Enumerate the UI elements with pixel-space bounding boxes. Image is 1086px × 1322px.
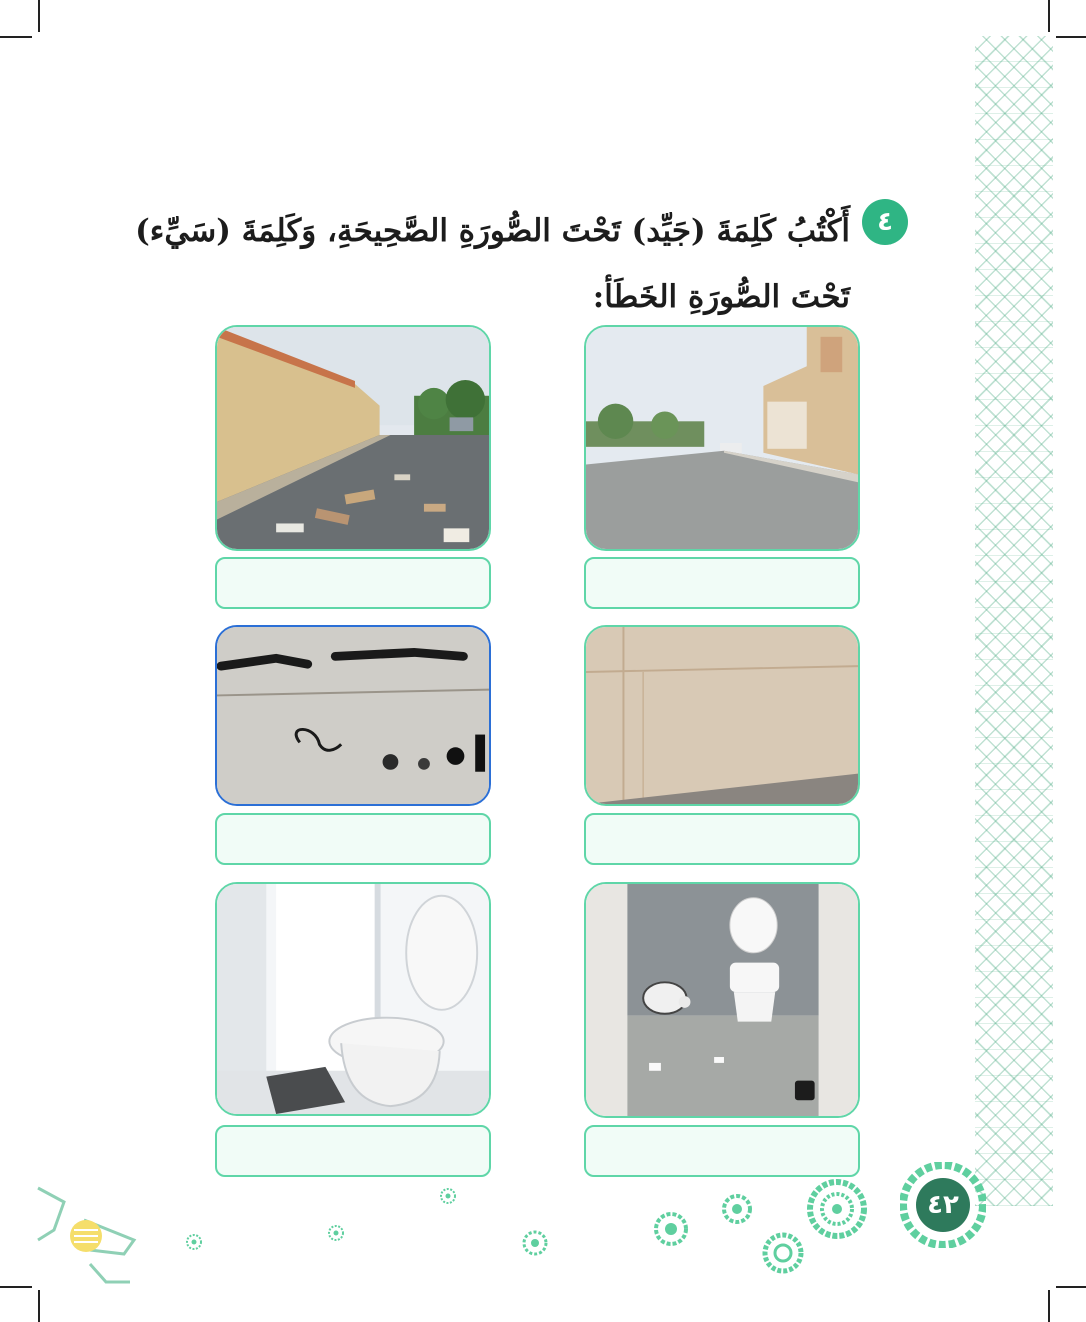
bottom-left-ornament-icon <box>34 1180 144 1290</box>
rosette-icon <box>186 1234 202 1250</box>
photo-clean-toilet <box>215 882 491 1116</box>
answer-box-graffiti-wall[interactable] <box>215 813 491 865</box>
crop-mark <box>0 36 32 38</box>
crop-mark <box>1048 1290 1050 1322</box>
rosette-icon <box>522 1230 548 1256</box>
photo-littered-street <box>215 325 491 551</box>
decorative-pattern-strip <box>975 36 1053 1206</box>
question-number-badge: ٤ <box>862 199 908 245</box>
answer-box-clean-street[interactable] <box>584 557 860 609</box>
question-line-1: أَكْتُبُ كَلِمَةَ (جَيِّد) تَحْتَ الصُّورَةِ الصَّحِيحَةِ، وَكَلِمَةَ (سَيِّء) <box>135 213 850 249</box>
rosette-icon <box>762 1232 804 1274</box>
rosette-icon <box>440 1188 456 1204</box>
crop-mark <box>1048 0 1050 32</box>
crop-mark <box>1056 1286 1086 1288</box>
answer-box-clean-toilet[interactable] <box>215 1125 491 1177</box>
photo-clean-wall <box>584 625 860 806</box>
rosette-icon <box>328 1225 344 1241</box>
rosette-icon <box>722 1194 752 1224</box>
answer-box-littered-street[interactable] <box>215 557 491 609</box>
rosette-icon <box>806 1178 868 1240</box>
photo-broken-toilet <box>584 882 860 1118</box>
question-text <box>130 198 850 330</box>
photo-graffiti-wall <box>215 625 491 806</box>
crop-mark <box>0 1286 32 1288</box>
answer-box-broken-toilet[interactable] <box>584 1125 860 1177</box>
photo-clean-street <box>584 325 860 551</box>
crop-mark <box>38 1290 40 1322</box>
crop-mark <box>1056 36 1086 38</box>
crop-mark <box>38 0 40 32</box>
question-line-2: تَحْتَ الصُّورَةِ الخَطَأ: <box>592 279 850 315</box>
page-number: ٤٢ <box>916 1178 970 1232</box>
answer-box-clean-wall[interactable] <box>584 813 860 865</box>
rosette-icon <box>654 1212 688 1246</box>
